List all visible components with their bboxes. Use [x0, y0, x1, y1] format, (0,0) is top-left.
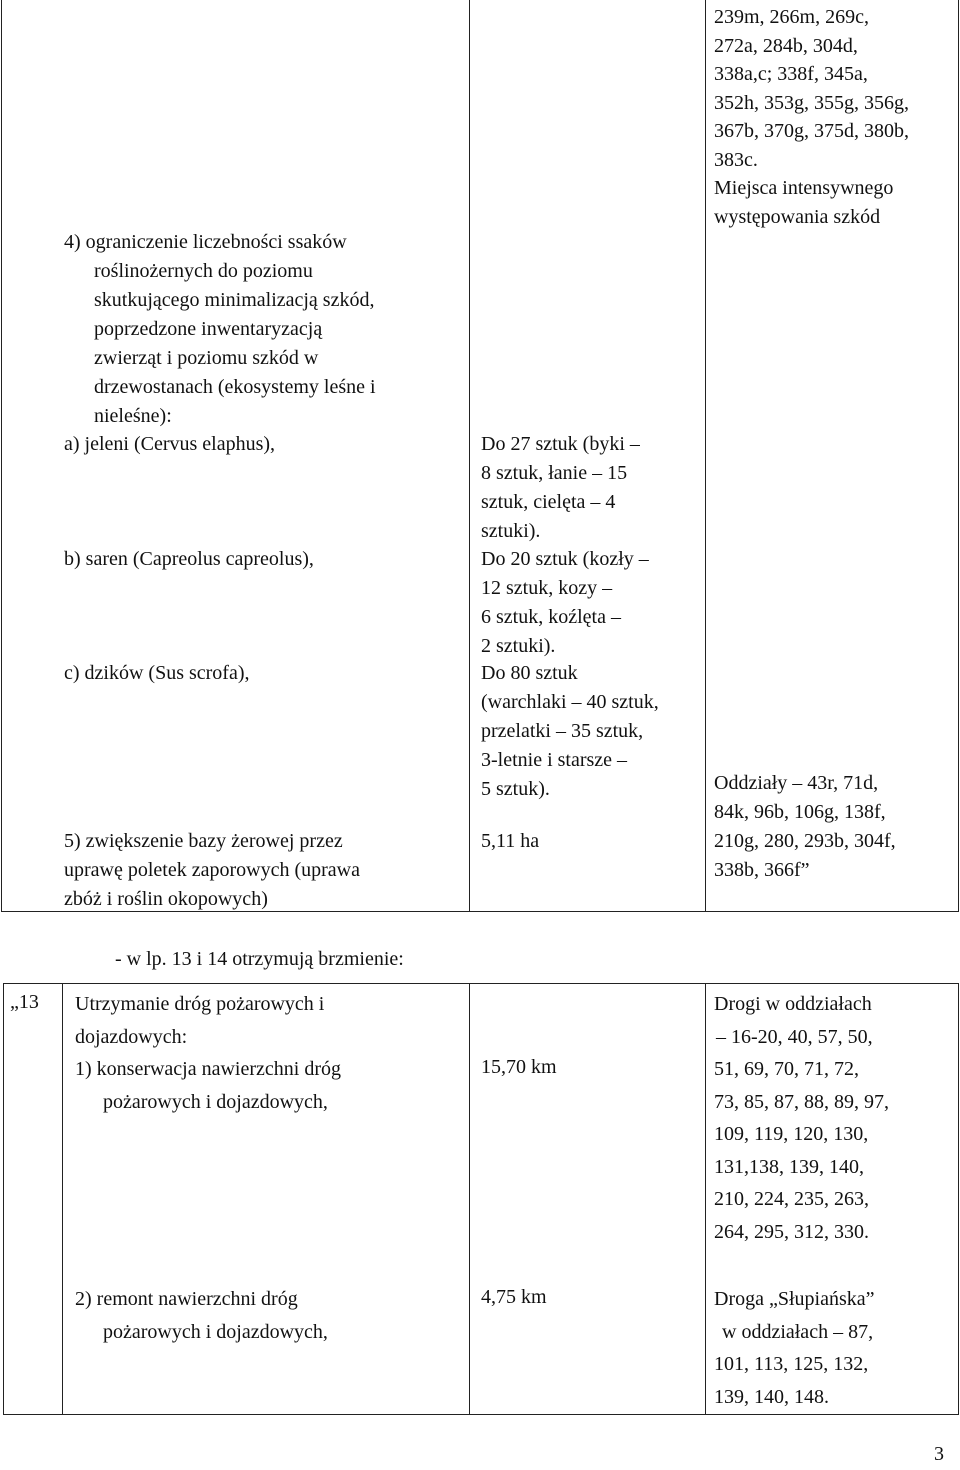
sections-list-top: 239m, 266m, 269c, 272a, 284b, 304d, 338a,c; 338f, 345a, 352h, 353g, 355g, 356g, 367b, 370g, 375d, 380b, 383c. Miejsca intensywnego występowania szkód: [714, 6, 909, 228]
quota-wild-boar: Do 80 sztuk (warchlaki – 40 sztuk, przelatki – 35 sztuk, 3-letnie i starsze – 5 sztuk).: [481, 662, 659, 800]
item1-location: Drogi w oddziałach – 16-20, 40, 57, 50, 51, 69, 70, 71, 72, 73, 85, 87, 88, 89, 97, 109, 119, 120, 130, 131,138, 139, 140, 210, 224, 235, 263, 264, 295, 312, 330.: [714, 993, 889, 1243]
table2-divider-2: [469, 983, 470, 1415]
table2-left-border: [3, 983, 4, 1415]
table2-right-border: [958, 983, 959, 1415]
table2-divider-3: [705, 983, 706, 1415]
row13-title: Utrzymanie dróg pożarowych i dojazdowych:: [75, 993, 325, 1048]
deer-a-label: a) jeleni (Cervus elaphus),: [64, 433, 276, 455]
table2-divider-1: [62, 983, 63, 1415]
table2-bottom-border: [3, 1414, 959, 1415]
quota-roe-deer: Do 20 sztuk (kozły – 12 sztuk, kozy – 6 sztuk, koźlęta – 2 sztuki).: [481, 548, 649, 657]
table2-top-border: [3, 983, 959, 984]
amendment-instruction: - w lp. 13 i 14 otrzymują brzmienie:: [115, 948, 404, 970]
item1-length-value: 15,70 km: [481, 1056, 557, 1078]
item5-area-value: 5,11 ha: [481, 830, 540, 852]
table1-left-border: [1, 0, 2, 912]
item2-location: Droga „Słupiańska” w oddziałach – 87, 101, 113, 125, 132, 139, 140, 148.: [714, 1288, 875, 1408]
item5-sections: Oddziały – 43r, 71d, 84k, 96b, 106g, 138f, 210g, 280, 293b, 304f, 338b, 366f”: [714, 772, 896, 881]
quota-red-deer: Do 27 sztuk (byki – 8 sztuk, łanie – 15 sztuk, cielęta – 4 sztuki).: [481, 433, 640, 542]
page-number: 3: [934, 1443, 944, 1465]
item2-length-value: 4,75 km: [481, 1286, 547, 1308]
row-number: „13: [10, 991, 39, 1013]
item5-text: 5) zwiększenie bazy żerowej przez uprawę poletek zaporowych (uprawa zbóż i roślin okopowych): [64, 830, 360, 910]
deer-b-label: b) saren (Capreolus capreolus),: [64, 548, 314, 570]
item4-text: 4) ograniczenie liczebności ssaków roślinożernych do poziomu skutkującego minimalizacją szkód, poprzedzone inwentaryzacją zwierząt i poziomu szkód w drzewostanach (ekosystemy leśne i nieleśne):: [64, 231, 376, 427]
table1-divider-2: [705, 0, 706, 912]
deer-c-label: c) dzików (Sus scrofa),: [64, 662, 250, 684]
table1-divider-1: [469, 0, 470, 912]
item2-text: 2) remont nawierzchni dróg pożarowych i dojazdowych,: [75, 1288, 328, 1343]
table1-right-border: [958, 0, 959, 912]
item1-text: 1) konserwacja nawierzchni dróg pożarowych i dojazdowych,: [75, 1058, 341, 1113]
